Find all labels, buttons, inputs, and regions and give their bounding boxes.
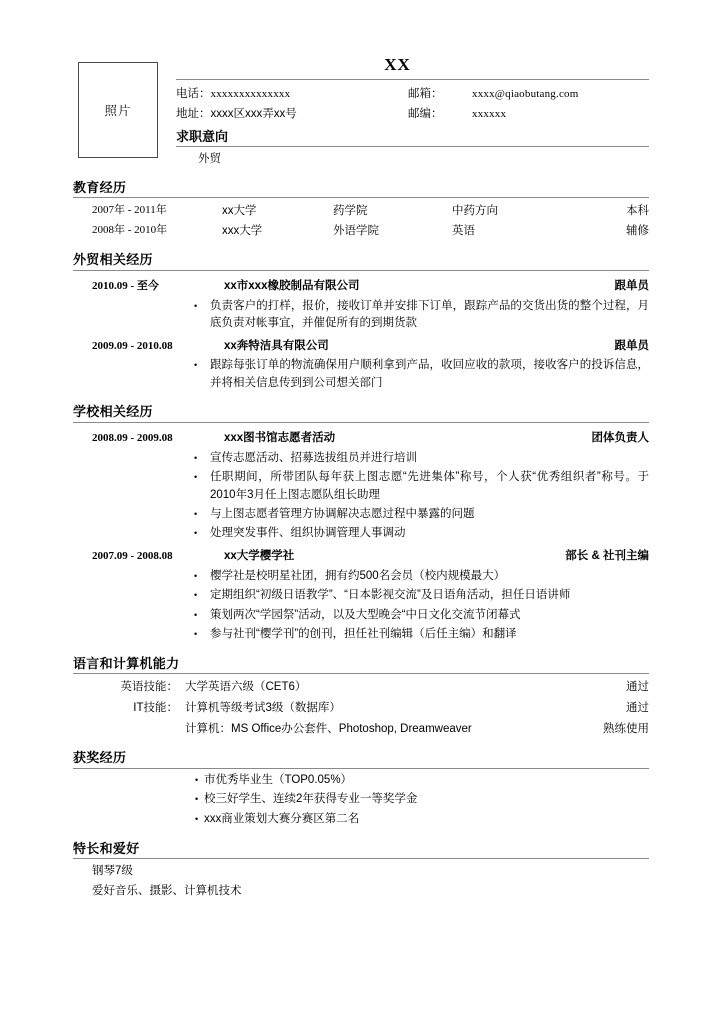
resume-header (0, 0, 720, 169)
skill-label: IT技能： (133, 701, 178, 714)
photo-placeholder-box (78, 62, 158, 158)
header-details (176, 56, 649, 169)
experience-bullet-list (73, 356, 649, 393)
zip-value: xxxxxx (472, 108, 507, 121)
section-skills (73, 654, 649, 740)
zip-label: 邮编： (408, 108, 443, 121)
hobbies-title: 特长和爱好 (73, 840, 140, 856)
education-date: 2008年 - 2010年 (92, 224, 168, 237)
objective-section-title: 求职意向 (176, 128, 229, 144)
experience-entry (73, 544, 649, 645)
experience-bullet-list (73, 297, 649, 334)
hobby-line: 钢琴7级 (92, 865, 133, 878)
address-label: 地址： (176, 108, 211, 121)
email-value: xxxx@qiaobutang.com (472, 88, 579, 100)
section-education (73, 178, 649, 242)
list-item: • 市优秀毕业生（TOP0.05%） (195, 771, 649, 791)
experience-header (73, 336, 649, 357)
list-item: • 任职期间，所带团队每年获上图志愿“先进集体”称号，个人获“优秀组织者”称号。于2010年3月任上图志愿队组长助理 (193, 468, 649, 505)
experience-header (73, 276, 649, 297)
skill-value: 大学英语六级（CET6） (185, 681, 307, 694)
section-hobbies (73, 839, 649, 902)
experience-header (73, 546, 649, 567)
list-item: • 策划两次“学园祭”活动，以及大型晚会“中日文化交流节闭幕式 (193, 606, 649, 625)
education-rows (73, 198, 649, 241)
contact-grid (176, 80, 649, 126)
experience-organization: xx奔特洁具有限公司 (224, 339, 329, 352)
list-item: • 与上图志愿者管理方协调解决志愿过程中暴露的问题 (193, 505, 649, 524)
list-item: • 定期组织“初级日语教学”、“日本影视交流”及日语角活动，担任日语讲师 (193, 586, 649, 605)
table-row (73, 201, 649, 221)
skill-value: 计算机：MS Office办公套件、Photoshop, Dreamweaver (185, 722, 472, 735)
contact-phone (176, 86, 408, 103)
hobby-line: 爱好音乐、摄影、计算机技术 (92, 885, 242, 898)
experience-role: 团体负责人 (591, 431, 649, 444)
hobbies-lines (73, 859, 649, 902)
table-row (73, 698, 649, 719)
awards-title: 获奖经历 (73, 750, 127, 766)
skills-rows (73, 674, 649, 739)
experience-bullet-list (73, 449, 649, 544)
list-item: • 负责客户的打样，报价，接收订单并安排下订单，跟踪产品的交货出货的整个过程，月底负责对帐事宜，并催促所有的到期货款 (193, 297, 649, 334)
skill-status: 通过 (626, 681, 649, 694)
education-school: xx大学 (222, 205, 257, 218)
list-item: • 跟踪每张订单的物流确保用户顺利拿到产品，收回应收的款项，接收客户的投诉信息，并将相关信息传到到公司想关部门 (193, 356, 649, 393)
skill-value: 计算机等级考试3级（数据库） (185, 701, 341, 714)
list-item: • 参与社刊“樱学刊”的创刊，担任社刊编辑（后任主编）和翻译 (193, 625, 649, 644)
education-degree: 辅修 (626, 225, 649, 238)
education-degree: 本科 (626, 205, 649, 218)
experience-date: 2008.09 - 2009.08 (92, 431, 173, 444)
list-item: • 樱学社是校明星社团，拥有约500名会员（校内规模最大） (193, 567, 649, 586)
table-row (73, 677, 649, 698)
email-label: 邮箱： (408, 88, 443, 100)
experience-organization: xx市xxx橡胶制品有限公司 (224, 279, 360, 292)
experience-header (73, 428, 649, 449)
experience-entry (73, 426, 649, 544)
skill-status: 通过 (626, 701, 649, 714)
table-row (73, 221, 649, 241)
trade-experience-title: 外贸相关经历 (73, 252, 153, 268)
education-major: 中药方向 (452, 205, 498, 218)
skill-label: 英语技能： (120, 681, 178, 694)
contact-email (408, 86, 649, 103)
school-experience-title: 学校相关经历 (73, 404, 153, 420)
awards-list (73, 769, 649, 830)
table-row (73, 719, 649, 740)
list-item: • 处理突发事件、组织协调管理人事调动 (193, 524, 649, 543)
experience-role: 部长 & 社刊主编 (565, 549, 649, 562)
experience-bullet-list (73, 567, 649, 645)
candidate-name: XX (384, 55, 411, 74)
skill-status: 熟练使用 (603, 722, 649, 735)
education-school: xxx大学 (222, 225, 263, 238)
address-value: xxxx区xxx弄xx号 (210, 108, 297, 121)
experience-entry (73, 334, 649, 394)
education-major: 英语 (452, 225, 475, 238)
experience-date: 2009.09 - 2010.08 (92, 339, 173, 352)
experience-organization: xxx图书馆志愿者活动 (224, 431, 336, 444)
contact-address (176, 106, 408, 123)
objective-value: 外贸 (198, 153, 221, 166)
photo-placeholder-label: 照片 (104, 104, 132, 118)
contact-zip (408, 106, 649, 123)
list-item: • 宣传志愿活动、招募选拔组员并进行培训 (193, 449, 649, 468)
phone-label: 电话： (176, 88, 211, 100)
school-experience-entries (73, 423, 649, 645)
experience-date: 2007.09 - 2008.08 (92, 549, 173, 562)
skills-title: 语言和计算机能力 (73, 655, 180, 671)
trade-experience-entries (73, 271, 649, 393)
section-awards (73, 748, 649, 830)
experience-role: 跟单员 (614, 279, 649, 292)
education-title: 教育经历 (73, 179, 127, 195)
experience-date: 2010.09 - 至今 (92, 279, 159, 292)
list-item: • 校三好学生、连续2年获得专业一等奖学金 (195, 790, 649, 810)
section-school-experience (73, 402, 649, 644)
section-trade-experience (73, 250, 649, 393)
experience-organization: xx大学樱学社 (224, 549, 295, 562)
education-date: 2007年 - 2011年 (92, 204, 167, 217)
experience-entry (73, 274, 649, 334)
education-college: 外语学院 (333, 225, 379, 238)
phone-value: xxxxxxxxxxxxxx (210, 88, 291, 100)
education-college: 药学院 (333, 205, 368, 218)
list-item: • xxx商业策划大赛分赛区第二名 (195, 810, 649, 830)
experience-role: 跟单员 (614, 339, 649, 352)
